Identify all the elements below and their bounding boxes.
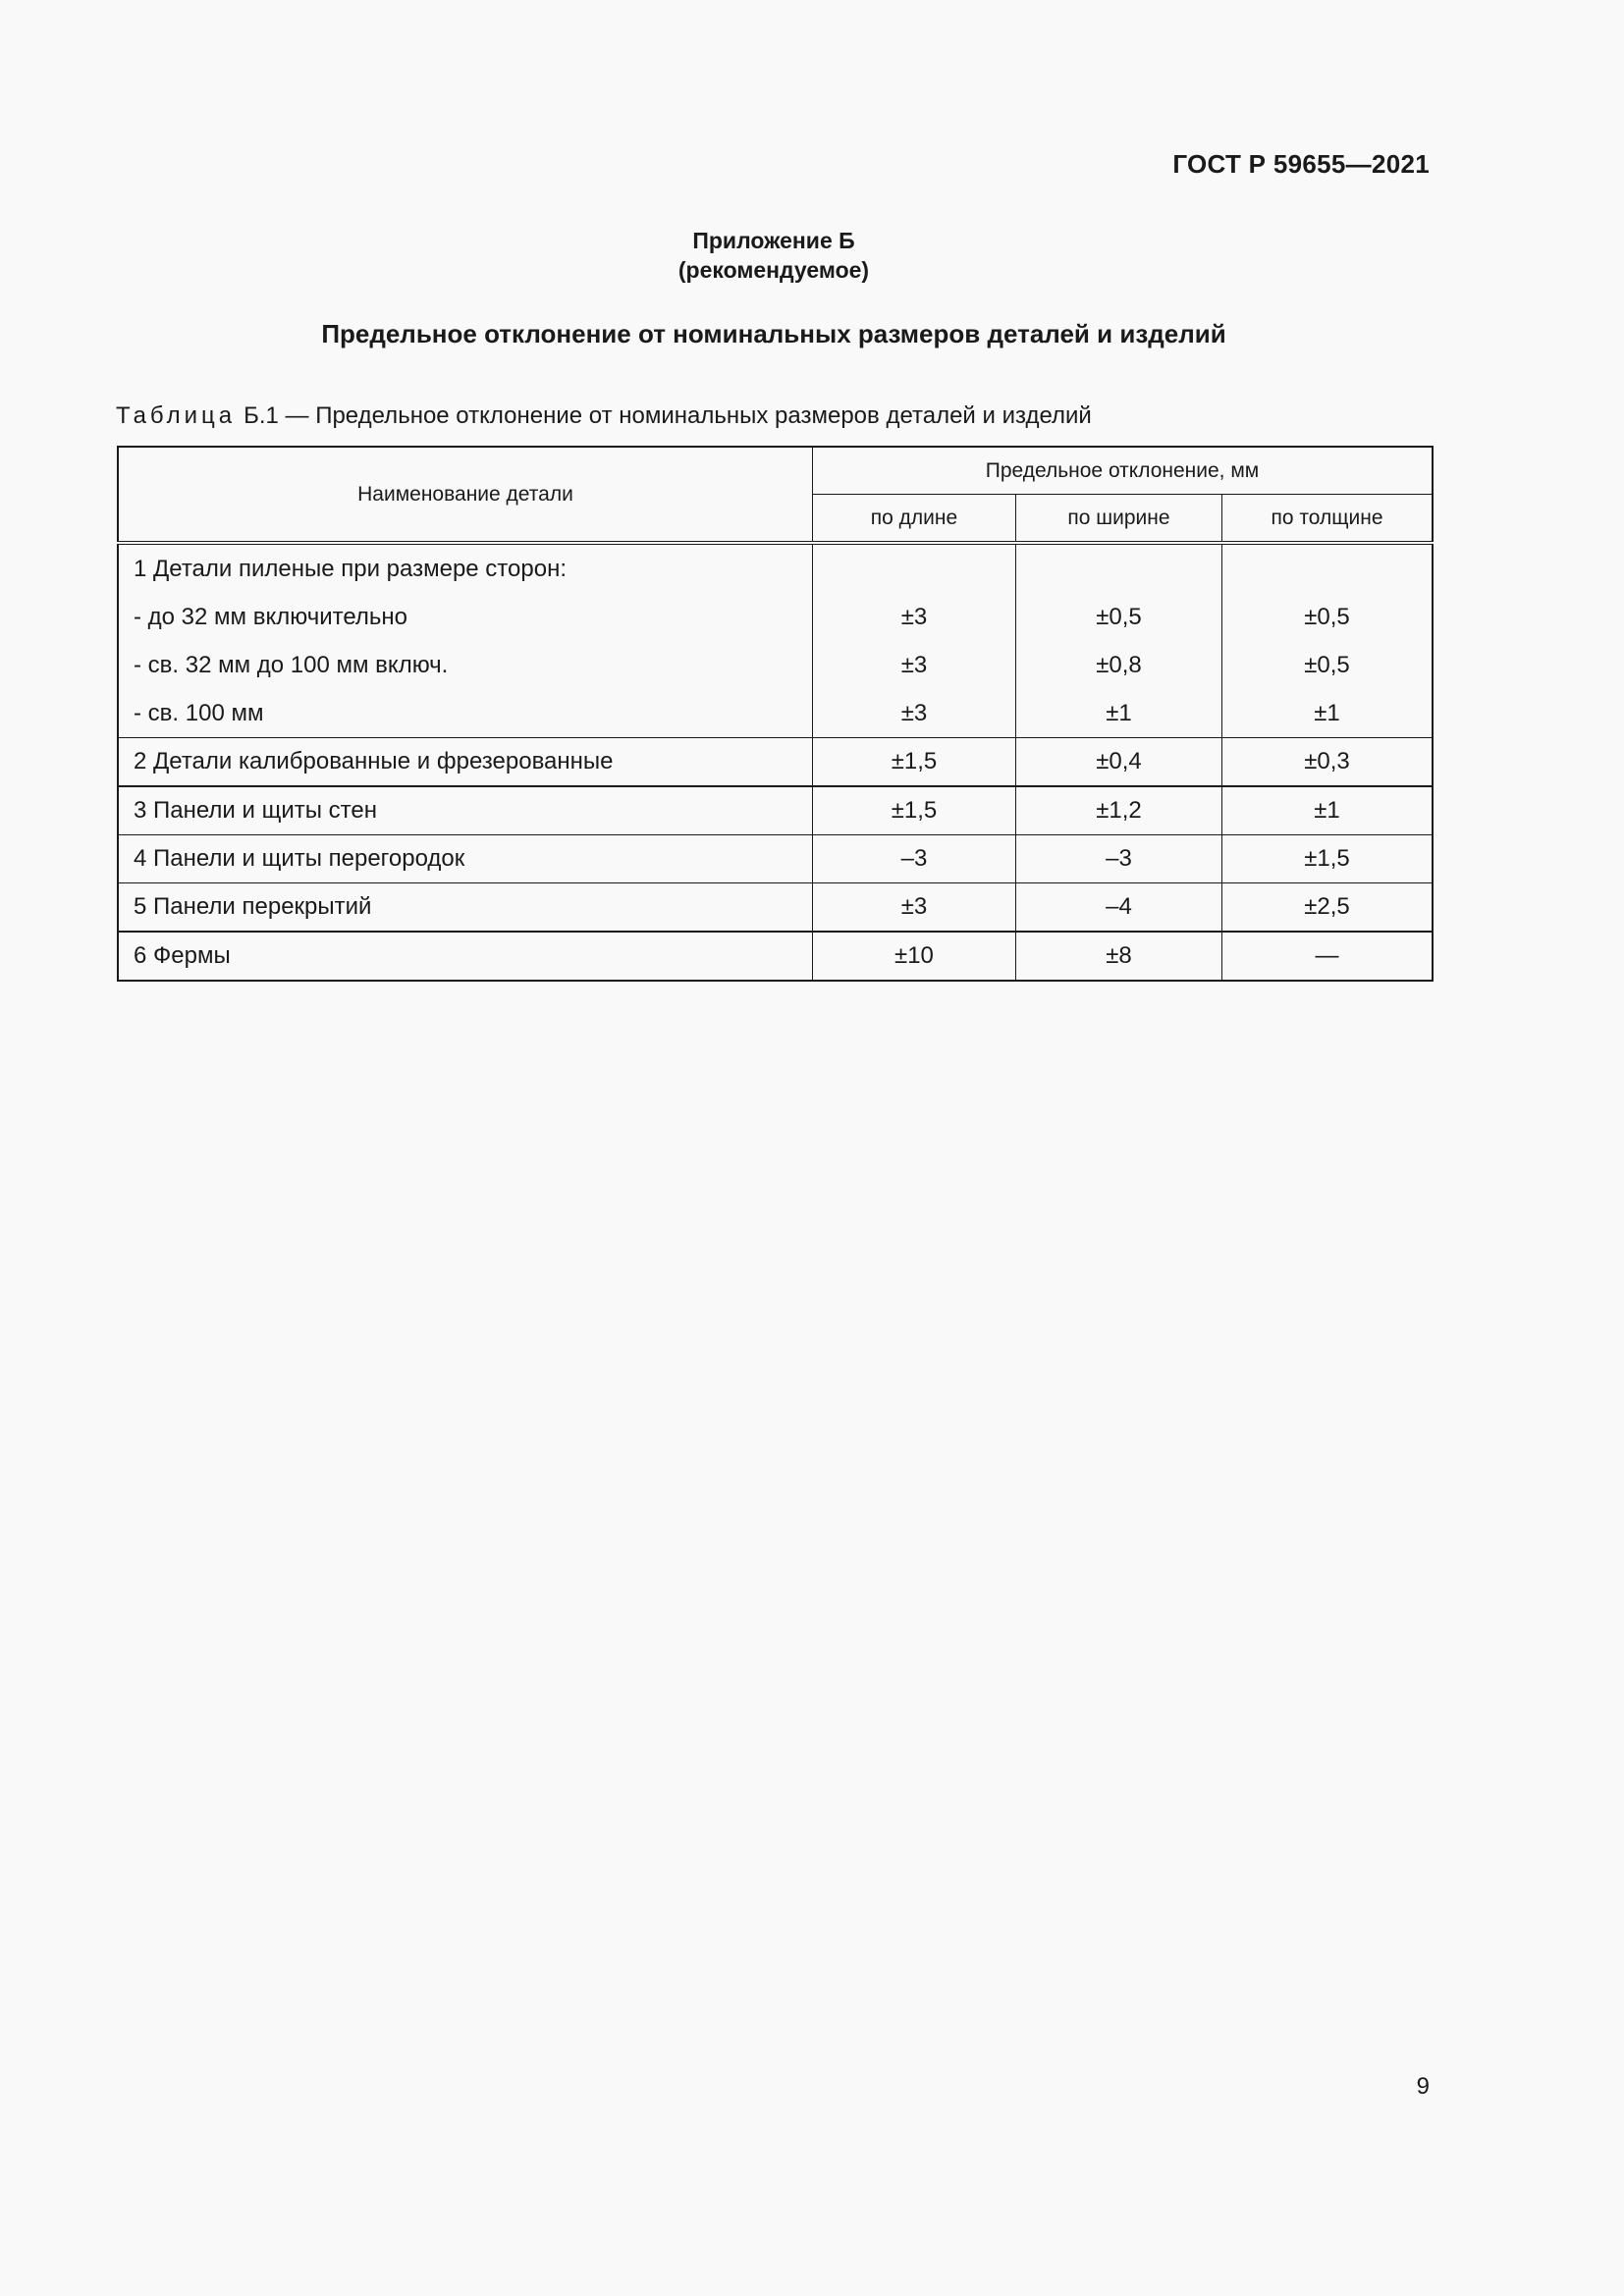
row-label: 5 Панели перекрытий [118,883,812,933]
cell-width [1015,543,1221,593]
table-caption [116,402,1092,430]
table-row [118,641,1433,689]
cell-length: ±3 [812,641,1015,689]
cell-length: ±3 [812,593,1015,641]
document-code: ГОСТ Р 59655—2021 [1172,149,1430,179]
table-row [118,593,1433,641]
row-label: - до 32 мм включительно [118,593,812,641]
column-header-group: Предельное отклонение, мм [812,447,1433,495]
column-header-name: Наименование детали [118,447,812,543]
cell-width: ±0,4 [1015,738,1221,787]
page-number: 9 [1416,2073,1430,2100]
section-title: Предельное отклонение от номинальных размеров деталей и изделий [321,319,1226,348]
deviation-table [117,446,1434,982]
cell-thickness: ±1,5 [1221,835,1433,883]
row-label: 1 Детали пиленые при размере сторон: [118,543,812,593]
cell-width: ±8 [1015,932,1221,981]
table-row [118,543,1433,593]
row-label: 4 Панели и щиты перегородок [118,835,812,883]
row-label: 3 Панели и щиты стен [118,786,812,835]
cell-length [812,543,1015,593]
cell-thickness: ±2,5 [1221,883,1433,933]
cell-length: ±10 [812,932,1015,981]
row-label: 6 Фермы [118,932,812,981]
cell-length: ±3 [812,883,1015,933]
cell-thickness [1221,543,1433,593]
row-label: 2 Детали калиброванные и фрезерованные [118,738,812,787]
table-row [118,932,1433,981]
table-caption-text: Б.1 — Предельное отклонение от номинальных размеров деталей и изделий [244,402,1092,429]
table-row [118,786,1433,835]
cell-width: ±1 [1015,689,1221,738]
cell-thickness: ±0,5 [1221,641,1433,689]
cell-thickness: — [1221,932,1433,981]
row-label: - св. 32 мм до 100 мм включ. [118,641,812,689]
cell-width: ±1,2 [1015,786,1221,835]
table-row [118,883,1433,933]
cell-length: ±3 [812,689,1015,738]
column-header-thickness: по толщине [1221,495,1433,544]
table-caption-prefix: Таблица [116,402,237,429]
table-row [118,689,1433,738]
cell-thickness: ±1 [1221,689,1433,738]
column-header-width: по ширине [1015,495,1221,544]
cell-width: ±0,5 [1015,593,1221,641]
cell-thickness: ±0,5 [1221,593,1433,641]
row-label: - св. 100 мм [118,689,812,738]
cell-length: –3 [812,835,1015,883]
cell-length: ±1,5 [812,786,1015,835]
table-row [118,835,1433,883]
column-header-length: по длине [812,495,1015,544]
cell-width: ±0,8 [1015,641,1221,689]
appendix-title: Приложение Б [692,228,855,253]
cell-thickness: ±0,3 [1221,738,1433,787]
cell-length: ±1,5 [812,738,1015,787]
appendix-status: (рекомендуемое) [677,257,870,283]
table-row [118,738,1433,787]
cell-thickness: ±1 [1221,786,1433,835]
cell-width: –3 [1015,835,1221,883]
cell-width: –4 [1015,883,1221,933]
